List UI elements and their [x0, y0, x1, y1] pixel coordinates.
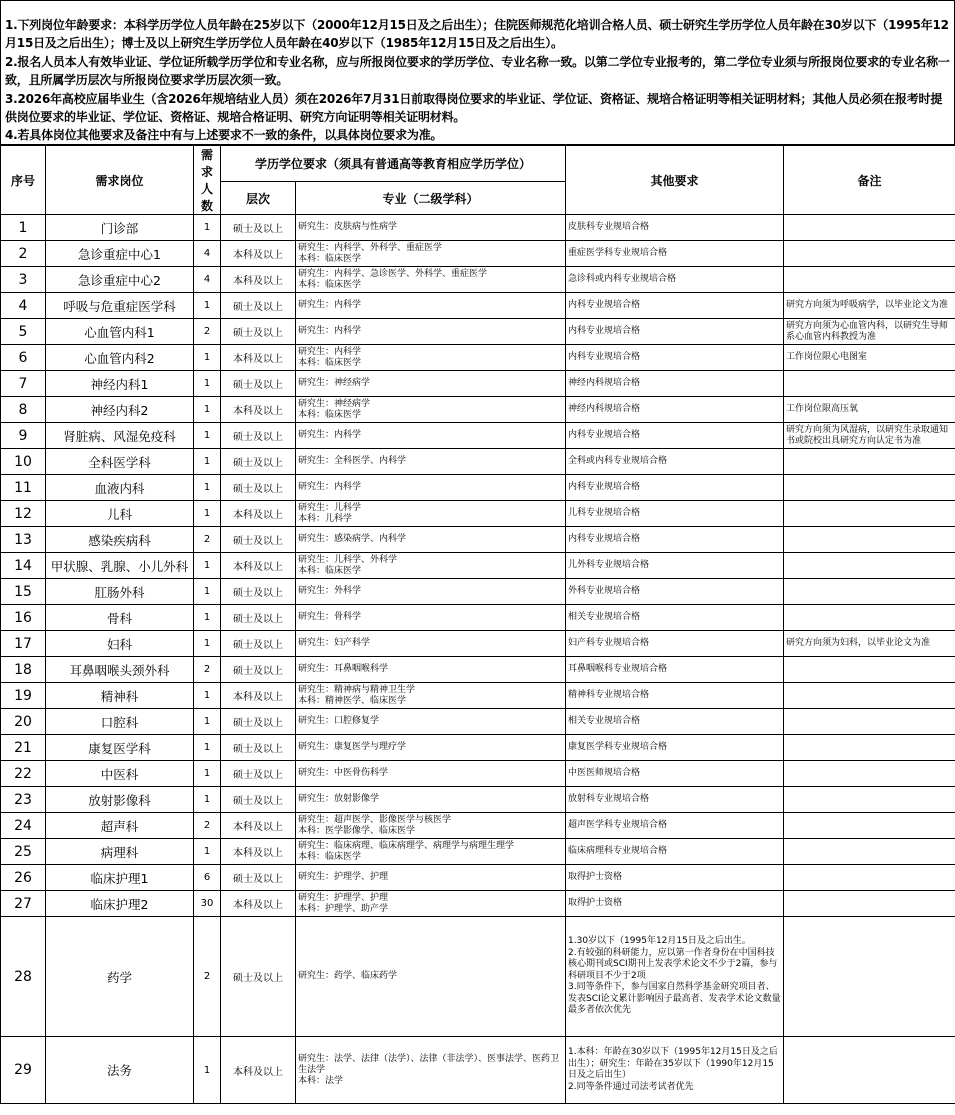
position-name: 心血管内科1	[46, 319, 194, 345]
row-number: 6	[1, 345, 46, 371]
major-requirement: 研究生：护理学、护理	[296, 865, 566, 891]
remark	[784, 215, 955, 241]
education-level: 硕士及以上	[221, 735, 296, 761]
position-name: 法务	[46, 1037, 194, 1104]
major-requirement: 研究生：内科学	[296, 475, 566, 501]
row-number: 9	[1, 423, 46, 449]
table-row	[1, 579, 955, 605]
row-number: 13	[1, 527, 46, 553]
table-row	[1, 241, 955, 267]
education-level: 本科及以上	[221, 241, 296, 267]
position-count: 1	[194, 449, 221, 475]
position-count: 1	[194, 579, 221, 605]
other-requirement: 中医医师规培合格	[566, 761, 784, 787]
position-name: 临床护理1	[46, 865, 194, 891]
table-row	[1, 891, 955, 917]
row-number: 5	[1, 319, 46, 345]
position-count: 2	[194, 813, 221, 839]
table-row	[1, 839, 955, 865]
position-count: 1	[194, 683, 221, 709]
major-requirement: 研究生：口腔修复学	[296, 709, 566, 735]
table-row	[1, 293, 955, 319]
table-row	[1, 397, 955, 423]
other-requirement: 超声医学科专业规培合格	[566, 813, 784, 839]
other-requirement: 妇产科专业规培合格	[566, 631, 784, 657]
education-level: 本科及以上	[221, 813, 296, 839]
row-number: 28	[1, 917, 46, 1037]
education-level: 硕士及以上	[221, 527, 296, 553]
position-count: 1	[194, 397, 221, 423]
header-edu-group: 学历学位要求（须具有普通高等教育相应学历学位）	[221, 146, 566, 182]
position-count: 4	[194, 241, 221, 267]
major-requirement: 研究生：护理学、护理 本科：护理学、助产学	[296, 891, 566, 917]
remark: 研究方向须为妇科，以毕业论文为准	[784, 631, 955, 657]
other-requirement: 内科专业规培合格	[566, 475, 784, 501]
position-count: 1	[194, 345, 221, 371]
position-count: 1	[194, 787, 221, 813]
position-count: 2	[194, 319, 221, 345]
education-level: 硕士及以上	[221, 293, 296, 319]
position-name: 血液内科	[46, 475, 194, 501]
position-name: 药学	[46, 917, 194, 1037]
position-name: 精神科	[46, 683, 194, 709]
row-number: 2	[1, 241, 46, 267]
education-level: 硕士及以上	[221, 215, 296, 241]
table-row	[1, 501, 955, 527]
row-number: 16	[1, 605, 46, 631]
other-requirement: 放射科专业规培合格	[566, 787, 784, 813]
header-level: 层次	[221, 182, 296, 215]
remark	[784, 527, 955, 553]
other-requirement: 内科专业规培合格	[566, 293, 784, 319]
major-requirement: 研究生：神经病学 本科：临床医学	[296, 397, 566, 423]
education-level: 硕士及以上	[221, 475, 296, 501]
education-level: 硕士及以上	[221, 631, 296, 657]
position-count: 1	[194, 475, 221, 501]
row-number: 11	[1, 475, 46, 501]
table-row	[1, 735, 955, 761]
position-count: 1	[194, 605, 221, 631]
other-requirement: 外科专业规培合格	[566, 579, 784, 605]
other-requirement: 内科专业规培合格	[566, 319, 784, 345]
table-row	[1, 631, 955, 657]
major-requirement: 研究生：法学、法律（法学）、法律（非法学）、医事法学、医药卫生法学 本科：法学	[296, 1037, 566, 1104]
row-number: 29	[1, 1037, 46, 1104]
remark: 工作岗位限高压氧	[784, 397, 955, 423]
position-name: 耳鼻咽喉头颈外科	[46, 657, 194, 683]
remark	[784, 579, 955, 605]
table-row	[1, 865, 955, 891]
remark	[784, 709, 955, 735]
row-number: 26	[1, 865, 46, 891]
other-requirement: 重症医学科专业规培合格	[566, 241, 784, 267]
position-name: 病理科	[46, 839, 194, 865]
other-requirement: 1.30岁以下（1995年12月15日及之后出生。 2.有较强的科研能力，应以第一作者身份在中国科技核心期刊或SCI期刊上发表学术论文不少于2篇，参与科研项目不少于2项 3.同等条件下，参与国家自然科学基金研究项目者、发表SCI论文累计影响因子最高者、发表学术论文数量最多者依次优先	[566, 917, 784, 1037]
position-count: 1	[194, 293, 221, 319]
position-name: 口腔科	[46, 709, 194, 735]
remark	[784, 839, 955, 865]
major-requirement: 研究生：内科学 本科：临床医学	[296, 345, 566, 371]
table-row	[1, 553, 955, 579]
position-name: 全科医学科	[46, 449, 194, 475]
other-requirement: 内科专业规培合格	[566, 423, 784, 449]
position-count: 1	[194, 501, 221, 527]
remark: 工作岗位限心电图室	[784, 345, 955, 371]
remark	[784, 787, 955, 813]
table-row	[1, 449, 955, 475]
table-row	[1, 345, 955, 371]
major-requirement: 研究生：放射影像学	[296, 787, 566, 813]
remark	[784, 605, 955, 631]
remark	[784, 761, 955, 787]
table-row	[1, 371, 955, 397]
position-count: 1	[194, 839, 221, 865]
education-level: 硕士及以上	[221, 449, 296, 475]
other-requirement: 内科专业规培合格	[566, 345, 784, 371]
major-requirement: 研究生：外科学	[296, 579, 566, 605]
other-requirement: 康复医学科专业规培合格	[566, 735, 784, 761]
other-requirement: 神经内科规培合格	[566, 397, 784, 423]
header-remark: 备注	[784, 146, 955, 215]
education-level: 本科及以上	[221, 267, 296, 293]
position-name: 心血管内科2	[46, 345, 194, 371]
other-requirement: 1.本科：年龄在30岁以下（1995年12月15日及之后出生）；研究生：年龄在35岁以下（1990年12月15日及之后出生） 2.同等条件通过司法考试者优先	[566, 1037, 784, 1104]
remark	[784, 917, 955, 1037]
row-number: 20	[1, 709, 46, 735]
table-row	[1, 813, 955, 839]
remark	[784, 813, 955, 839]
header-major: 专业（二级学科）	[296, 182, 566, 215]
position-name: 急诊重症中心2	[46, 267, 194, 293]
major-requirement: 研究生：药学、临床药学	[296, 917, 566, 1037]
remark: 研究方向须为呼吸病学，以毕业论文为准	[784, 293, 955, 319]
position-count: 1	[194, 553, 221, 579]
education-level: 硕士及以上	[221, 917, 296, 1037]
remark	[784, 657, 955, 683]
row-number: 14	[1, 553, 46, 579]
header-num: 序号	[1, 146, 46, 215]
table-row	[1, 1037, 955, 1104]
note-4: 4.若具体岗位其他要求及备注中有与上述要求不一致的条件，以具体岗位要求为准。	[5, 128, 443, 143]
major-requirement: 研究生：儿科学 本科：儿科学	[296, 501, 566, 527]
remark	[784, 1037, 955, 1104]
education-level: 硕士及以上	[221, 787, 296, 813]
table-row	[1, 761, 955, 787]
remark	[784, 501, 955, 527]
education-level: 硕士及以上	[221, 605, 296, 631]
table-row	[1, 267, 955, 293]
education-level: 硕士及以上	[221, 709, 296, 735]
education-level: 本科及以上	[221, 501, 296, 527]
education-level: 本科及以上	[221, 839, 296, 865]
education-level: 硕士及以上	[221, 319, 296, 345]
other-requirement: 全科或内科专业规培合格	[566, 449, 784, 475]
position-count: 30	[194, 891, 221, 917]
major-requirement: 研究生：妇产科学	[296, 631, 566, 657]
positions-table	[0, 145, 955, 1104]
table-row	[1, 319, 955, 345]
position-name: 康复医学科	[46, 735, 194, 761]
row-number: 7	[1, 371, 46, 397]
major-requirement: 研究生：皮肤病与性病学	[296, 215, 566, 241]
header-other: 其他要求	[566, 146, 784, 215]
table-row	[1, 787, 955, 813]
row-number: 10	[1, 449, 46, 475]
position-name: 神经内科1	[46, 371, 194, 397]
other-requirement: 耳鼻咽喉科专业规培合格	[566, 657, 784, 683]
position-count: 4	[194, 267, 221, 293]
major-requirement: 研究生：内科学、急诊医学、外科学、重症医学 本科：临床医学	[296, 267, 566, 293]
remark	[784, 891, 955, 917]
row-number: 22	[1, 761, 46, 787]
position-count: 1	[194, 761, 221, 787]
education-level: 本科及以上	[221, 683, 296, 709]
requirements-notes	[0, 0, 955, 145]
row-number: 24	[1, 813, 46, 839]
position-count: 1	[194, 631, 221, 657]
other-requirement: 神经内科规培合格	[566, 371, 784, 397]
row-number: 27	[1, 891, 46, 917]
position-name: 急诊重症中心1	[46, 241, 194, 267]
row-number: 8	[1, 397, 46, 423]
position-name: 超声科	[46, 813, 194, 839]
row-number: 25	[1, 839, 46, 865]
major-requirement: 研究生：内科学、外科学、重症医学 本科：临床医学	[296, 241, 566, 267]
education-level: 本科及以上	[221, 397, 296, 423]
header-position: 需求岗位	[46, 146, 194, 215]
header-count: 需求人数	[194, 146, 221, 215]
row-number: 12	[1, 501, 46, 527]
other-requirement: 儿外科专业规培合格	[566, 553, 784, 579]
other-requirement: 皮肤科专业规培合格	[566, 215, 784, 241]
position-name: 神经内科2	[46, 397, 194, 423]
row-number: 18	[1, 657, 46, 683]
table-row	[1, 475, 955, 501]
row-number: 17	[1, 631, 46, 657]
education-level: 本科及以上	[221, 891, 296, 917]
position-count: 1	[194, 709, 221, 735]
position-name: 感染疾病科	[46, 527, 194, 553]
education-level: 硕士及以上	[221, 761, 296, 787]
table-row	[1, 709, 955, 735]
position-name: 中医科	[46, 761, 194, 787]
remark	[784, 267, 955, 293]
major-requirement: 研究生：精神病与精神卫生学 本科：精神医学、临床医学	[296, 683, 566, 709]
major-requirement: 研究生：骨科学	[296, 605, 566, 631]
major-requirement: 研究生：全科医学、内科学	[296, 449, 566, 475]
major-requirement: 研究生：感染病学、内科学	[296, 527, 566, 553]
table-row	[1, 657, 955, 683]
remark	[784, 735, 955, 761]
other-requirement: 儿科专业规培合格	[566, 501, 784, 527]
remark	[784, 475, 955, 501]
education-level: 本科及以上	[221, 345, 296, 371]
education-level: 硕士及以上	[221, 657, 296, 683]
position-name: 门诊部	[46, 215, 194, 241]
major-requirement: 研究生：神经病学	[296, 371, 566, 397]
note-2: 2.报名人员本人有效毕业证、学位证所载学历学位和专业名称，应与所报岗位要求的学历学位、专业名称一致。以第二学位专业报考的，第二学位专业须与所报岗位要求的专业名称一致，且所属学历层次与所报岗位要求学历层次须一致。	[5, 54, 950, 88]
position-count: 1	[194, 215, 221, 241]
education-level: 硕士及以上	[221, 865, 296, 891]
major-requirement: 研究生：耳鼻咽喉科学	[296, 657, 566, 683]
position-name: 肛肠外科	[46, 579, 194, 605]
major-requirement: 研究生：中医骨伤科学	[296, 761, 566, 787]
remark	[784, 241, 955, 267]
row-number: 21	[1, 735, 46, 761]
table-body	[1, 215, 955, 1104]
remark	[784, 449, 955, 475]
row-number: 1	[1, 215, 46, 241]
other-requirement: 临床病理科专业规培合格	[566, 839, 784, 865]
note-1: 1.下列岗位年龄要求：本科学历学位人员年龄在25岁以下（2000年12月15日及之后出生）；住院医师规范化培训合格人员、硕士研究生学历学位人员年龄在30岁以下（1995年12月15日及之后出生）；博士及以上研究生学历学位人员年龄在40岁以下（1985年12月15日及之后出生）。	[5, 18, 949, 51]
position-count: 2	[194, 917, 221, 1037]
other-requirement: 相关专业规培合格	[566, 605, 784, 631]
education-level: 硕士及以上	[221, 371, 296, 397]
position-name: 临床护理2	[46, 891, 194, 917]
major-requirement: 研究生：内科学	[296, 319, 566, 345]
remark	[784, 371, 955, 397]
row-number: 4	[1, 293, 46, 319]
position-count: 1	[194, 735, 221, 761]
remark	[784, 865, 955, 891]
row-number: 23	[1, 787, 46, 813]
row-number: 19	[1, 683, 46, 709]
position-count: 1	[194, 371, 221, 397]
table-row	[1, 527, 955, 553]
position-count: 6	[194, 865, 221, 891]
major-requirement: 研究生：临床病理、临床病理学、病理学与病理生理学 本科：临床医学	[296, 839, 566, 865]
table-row	[1, 605, 955, 631]
position-name: 肾脏病、风湿免疫科	[46, 423, 194, 449]
position-name: 妇科	[46, 631, 194, 657]
position-name: 骨科	[46, 605, 194, 631]
table-row	[1, 683, 955, 709]
other-requirement: 急诊科或内科专业规培合格	[566, 267, 784, 293]
position-name: 甲状腺、乳腺、小儿外科	[46, 553, 194, 579]
other-requirement: 取得护士资格	[566, 891, 784, 917]
table-row	[1, 215, 955, 241]
major-requirement: 研究生：超声医学、影像医学与核医学 本科：医学影像学、临床医学	[296, 813, 566, 839]
major-requirement: 研究生：儿科学、外科学 本科：临床医学	[296, 553, 566, 579]
remark	[784, 553, 955, 579]
note-3: 3.2026年高校应届毕业生（含2026年规培结业人员）须在2026年7月31日前取得岗位要求的毕业证、学位证、资格证、规培合格证明等相关证明材料；其他人员必须在报考时提供岗位要求的毕业证、学位证、资格证、规培合格证明、研究方向证明等相关证明材料。	[5, 91, 943, 125]
table-row	[1, 423, 955, 449]
position-name: 呼吸与危重症医学科	[46, 293, 194, 319]
major-requirement: 研究生：内科学	[296, 293, 566, 319]
position-count: 2	[194, 527, 221, 553]
other-requirement: 相关专业规培合格	[566, 709, 784, 735]
education-level: 本科及以上	[221, 1037, 296, 1104]
other-requirement: 取得护士资格	[566, 865, 784, 891]
position-name: 儿科	[46, 501, 194, 527]
education-level: 硕士及以上	[221, 423, 296, 449]
row-number: 3	[1, 267, 46, 293]
education-level: 硕士及以上	[221, 579, 296, 605]
remark: 研究方向须为风湿病，以研究生录取通知书或院校出具研究方向认定书为准	[784, 423, 955, 449]
remark: 研究方向须为心血管内科，以研究生导师系心血管内科教授为准	[784, 319, 955, 345]
other-requirement: 内科专业规培合格	[566, 527, 784, 553]
position-name: 放射影像科	[46, 787, 194, 813]
other-requirement: 精神科专业规培合格	[566, 683, 784, 709]
position-count: 1	[194, 1037, 221, 1104]
education-level: 本科及以上	[221, 553, 296, 579]
row-number: 15	[1, 579, 46, 605]
major-requirement: 研究生：康复医学与理疗学	[296, 735, 566, 761]
major-requirement: 研究生：内科学	[296, 423, 566, 449]
position-count: 2	[194, 657, 221, 683]
position-count: 1	[194, 423, 221, 449]
table-row	[1, 917, 955, 1037]
remark	[784, 683, 955, 709]
